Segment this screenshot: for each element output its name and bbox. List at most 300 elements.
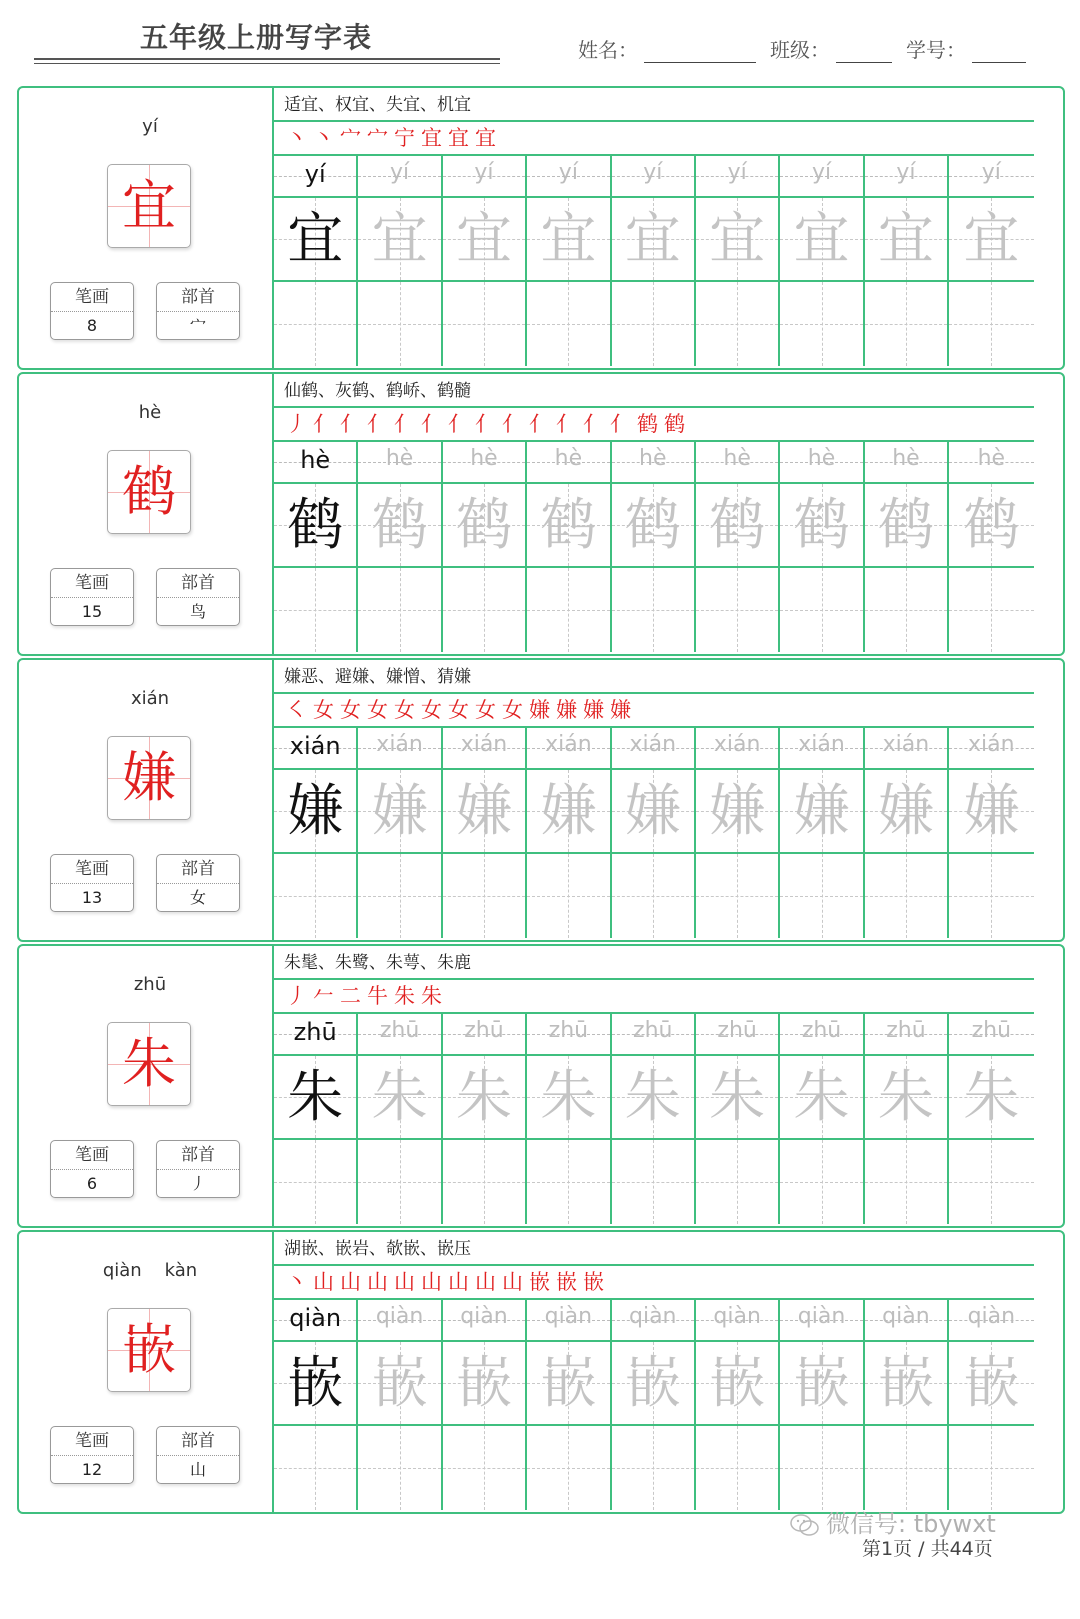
pinyin-trace: qiàn	[289, 1304, 342, 1332]
stroke-step	[664, 408, 685, 440]
blank-cell[interactable]	[780, 282, 864, 366]
stroke-step	[421, 408, 442, 440]
pinyin-row	[274, 728, 1034, 770]
pinyin-cell[interactable]	[865, 1014, 949, 1056]
pinyin-cell[interactable]	[696, 728, 780, 770]
stroke-glyph: 亻	[394, 412, 415, 436]
stroke-step	[340, 122, 361, 154]
blank-cell[interactable]	[358, 1140, 442, 1224]
pinyin-cell[interactable]	[696, 1300, 780, 1342]
pinyin-trace: yí	[390, 160, 410, 185]
hanzi-cell[interactable]	[949, 484, 1033, 568]
hanzi-cell[interactable]	[780, 1056, 864, 1140]
blank-cell[interactable]	[274, 282, 358, 366]
pinyin-trace: hè	[892, 446, 920, 471]
stroke-step	[421, 1266, 442, 1298]
watermark-text: 微信号: tbywxt	[826, 1510, 996, 1538]
pinyin-trace: qiàn	[375, 1304, 424, 1329]
stroke-count-value: 15	[81, 602, 103, 621]
pinyin-cell[interactable]	[443, 728, 527, 770]
pinyin-trace: hè	[300, 446, 331, 474]
hanzi-cell[interactable]	[274, 770, 358, 854]
hanzi-trace: 朱	[963, 1065, 1020, 1130]
blank-cell[interactable]	[696, 1140, 780, 1224]
title-underline-thin	[34, 63, 500, 64]
stroke-step	[529, 1266, 550, 1298]
pinyin-trace: xián	[629, 732, 677, 757]
hanzi-trace: 嫌	[877, 779, 934, 844]
pinyin-cell[interactable]	[358, 1014, 442, 1056]
stroke-step	[475, 694, 496, 726]
stroke-glyph: 宀	[367, 126, 388, 150]
stroke-step	[556, 408, 577, 440]
name-field[interactable]	[578, 34, 756, 63]
stroke-step	[340, 408, 361, 440]
character-info	[19, 88, 281, 368]
hanzi-trace: 嵌	[540, 1351, 597, 1416]
pinyin-cell[interactable]	[696, 1014, 780, 1056]
blank-cell[interactable]	[865, 568, 949, 652]
stroke-step	[421, 122, 442, 154]
stroke-step	[313, 1266, 334, 1298]
stroke-step	[556, 1266, 577, 1298]
hanzi-cell[interactable]	[358, 770, 442, 854]
student-number-field[interactable]	[906, 34, 1026, 63]
radical-label: 部首	[157, 1427, 239, 1456]
hanzi-cell[interactable]	[358, 198, 442, 282]
pinyin-trace: qiàn	[460, 1304, 508, 1329]
pinyin-trace: xián	[713, 732, 761, 757]
blank-cell[interactable]	[696, 854, 780, 938]
stroke-glyph: 亻	[475, 412, 496, 436]
stroke-glyph: 亻	[340, 412, 361, 436]
hanzi-trace: 嫌	[793, 779, 850, 844]
pinyin-trace: zhū	[293, 1018, 337, 1046]
blank-cell[interactable]	[865, 854, 949, 938]
blank-cell[interactable]	[527, 1140, 611, 1224]
stroke-step	[367, 408, 388, 440]
hanzi-cell[interactable]	[527, 1056, 611, 1140]
pinyin-cell[interactable]	[274, 1300, 358, 1342]
stroke-step	[394, 122, 415, 154]
blank-cell[interactable]	[949, 282, 1033, 366]
stroke-glyph: 山	[448, 1270, 469, 1294]
pinyin-cell[interactable]	[612, 1014, 696, 1056]
hanzi-trace: 朱	[709, 1065, 766, 1130]
blank-cell[interactable]	[443, 1426, 527, 1510]
blank-cell[interactable]	[527, 568, 611, 652]
pinyin-cell[interactable]	[527, 728, 611, 770]
hanzi-trace: 鹤	[963, 493, 1020, 558]
radical-label: 部首	[157, 855, 239, 884]
model-character: 嵌	[122, 1318, 176, 1381]
hanzi-cell[interactable]	[358, 484, 442, 568]
stroke-glyph: 亻	[556, 412, 577, 436]
hanzi-trace: 宜	[963, 207, 1020, 272]
hanzi-cell[interactable]	[780, 198, 864, 282]
stroke-step	[286, 694, 307, 726]
stroke-count-box	[50, 1140, 134, 1198]
blank-cell[interactable]	[612, 282, 696, 366]
hanzi-cell[interactable]	[358, 1342, 442, 1426]
hanzi-cell[interactable]	[274, 1056, 358, 1140]
practice-grid	[272, 660, 1034, 940]
blank-cell[interactable]	[780, 854, 864, 938]
blank-cell[interactable]	[780, 1426, 864, 1510]
stroke-glyph: 丶	[286, 126, 307, 150]
pinyin-cell[interactable]	[443, 442, 527, 484]
radical-box	[156, 1140, 240, 1198]
stroke-glyph: 鹤	[637, 412, 658, 436]
hanzi-cell[interactable]	[949, 198, 1033, 282]
stroke-step	[529, 694, 550, 726]
pinyin-cell[interactable]	[780, 442, 864, 484]
pinyin-trace: yí	[811, 160, 832, 185]
hanzi-trace: 宜	[287, 207, 344, 272]
character-card	[17, 658, 1065, 942]
blank-cell[interactable]	[612, 854, 696, 938]
hanzi-cell[interactable]	[527, 1342, 611, 1426]
hanzi-cell[interactable]	[865, 770, 949, 854]
pinyin-cell[interactable]	[612, 1300, 696, 1342]
hanzi-cell[interactable]	[527, 770, 611, 854]
hanzi-trace-row	[274, 770, 1034, 854]
hanzi-cell[interactable]	[780, 770, 864, 854]
hanzi-cell[interactable]	[443, 770, 527, 854]
character-info	[19, 946, 281, 1226]
blank-cell[interactable]	[358, 854, 442, 938]
pinyin-row	[274, 1014, 1034, 1056]
stroke-order-row	[274, 122, 1034, 156]
pinyin-cell[interactable]	[949, 1300, 1033, 1342]
stroke-step	[448, 408, 469, 440]
hanzi-trace: 嫌	[455, 779, 512, 844]
pinyin-cell[interactable]	[274, 442, 358, 484]
hanzi-trace: 嵌	[877, 1351, 934, 1416]
model-character: 嫌	[122, 746, 176, 809]
blank-cell[interactable]	[358, 568, 442, 652]
stroke-glyph: 嫌	[583, 698, 604, 722]
pinyin-cell[interactable]	[443, 156, 527, 198]
hanzi-trace-row	[274, 1342, 1034, 1426]
stroke-step	[583, 408, 604, 440]
hanzi-trace: 嫌	[371, 779, 428, 844]
stroke-step	[340, 1266, 361, 1298]
stroke-count-box	[50, 568, 134, 626]
pinyin-cell[interactable]	[612, 156, 696, 198]
hanzi-cell[interactable]	[612, 1342, 696, 1426]
pinyin-cell[interactable]	[780, 728, 864, 770]
pinyin-cell[interactable]	[443, 1300, 527, 1342]
stroke-glyph: 朱	[421, 984, 442, 1008]
practice-grid	[272, 374, 1034, 654]
hanzi-trace-row	[274, 1056, 1034, 1140]
pinyin-trace: yí	[981, 160, 1001, 185]
character-info	[19, 660, 281, 940]
stroke-glyph: 鹤	[664, 412, 685, 436]
radical-box	[156, 568, 240, 626]
pinyin-trace: qiàn	[882, 1304, 930, 1329]
hanzi-cell[interactable]	[696, 484, 780, 568]
pinyin-cell[interactable]	[865, 1300, 949, 1342]
pinyin-cell[interactable]	[274, 1014, 358, 1056]
stroke-step	[313, 122, 334, 154]
pinyin-trace: qiàn	[797, 1304, 846, 1329]
pinyin-cell[interactable]	[780, 1014, 864, 1056]
radical-label: 部首	[157, 1141, 239, 1170]
hanzi-cell[interactable]	[696, 1342, 780, 1426]
pinyin-cell[interactable]	[358, 156, 442, 198]
stroke-step	[367, 1266, 388, 1298]
pinyin-cell[interactable]	[780, 1300, 864, 1342]
blank-cell[interactable]	[274, 854, 358, 938]
stroke-glyph: 宀	[340, 126, 361, 150]
stroke-count-box	[50, 854, 134, 912]
pinyin-cell[interactable]	[527, 156, 611, 198]
blank-cell[interactable]	[358, 1426, 442, 1510]
pinyin-cell[interactable]	[443, 1014, 527, 1056]
stroke-glyph: 亻	[367, 412, 388, 436]
hanzi-cell[interactable]	[949, 770, 1033, 854]
hanzi-cell[interactable]	[612, 198, 696, 282]
hanzi-cell[interactable]	[865, 1056, 949, 1140]
pinyin-trace: yí	[474, 160, 494, 185]
hanzi-trace: 嫌	[540, 779, 597, 844]
stroke-glyph: 宁	[394, 126, 415, 150]
hanzi-trace: 嵌	[624, 1351, 681, 1416]
blank-cell[interactable]	[780, 568, 864, 652]
stroke-step	[637, 408, 658, 440]
pinyin-trace: yí	[558, 160, 578, 185]
hanzi-trace: 嵌	[287, 1351, 344, 1416]
stroke-glyph: 山	[502, 1270, 523, 1294]
blank-cell[interactable]	[696, 568, 780, 652]
blank-cell[interactable]	[865, 282, 949, 366]
example-words: 仙鹤、灰鹤、鹤峤、鹤髓	[274, 374, 1034, 408]
example-words: 适宜、权宜、失宜、机宜	[274, 88, 1034, 122]
pinyin-cell[interactable]	[527, 442, 611, 484]
example-words: 朱髦、朱鹭、朱萼、朱鹿	[274, 946, 1034, 980]
stroke-glyph: 嫌	[556, 698, 577, 722]
stroke-glyph: 亻	[529, 412, 550, 436]
blank-cell[interactable]	[612, 1140, 696, 1224]
blank-practice-row	[274, 282, 1034, 366]
hanzi-cell[interactable]	[274, 484, 358, 568]
hanzi-cell[interactable]	[443, 1056, 527, 1140]
stroke-count-label: 笔画	[51, 569, 133, 598]
hanzi-trace: 宜	[624, 207, 681, 272]
pinyin-cell[interactable]	[949, 728, 1033, 770]
hanzi-cell[interactable]	[443, 1342, 527, 1426]
hanzi-cell[interactable]	[780, 1342, 864, 1426]
radical-label: 部首	[157, 283, 239, 312]
hanzi-cell[interactable]	[612, 770, 696, 854]
pinyin-cell[interactable]	[358, 1300, 442, 1342]
pinyin-label: hè	[138, 402, 162, 423]
stroke-step	[367, 980, 388, 1012]
pinyin-cell[interactable]	[949, 156, 1033, 198]
blank-cell[interactable]	[949, 854, 1033, 938]
blank-cell[interactable]	[949, 1426, 1033, 1510]
blank-cell[interactable]	[358, 282, 442, 366]
hanzi-cell[interactable]	[780, 484, 864, 568]
stroke-step	[448, 122, 469, 154]
stroke-glyph: 亻	[502, 412, 523, 436]
hanzi-cell[interactable]	[527, 484, 611, 568]
pinyin-row	[274, 1300, 1034, 1342]
blank-cell[interactable]	[612, 1426, 696, 1510]
stroke-glyph: 嵌	[529, 1270, 550, 1294]
blank-cell[interactable]	[865, 1140, 949, 1224]
hanzi-trace: 鹤	[455, 493, 512, 558]
stroke-count-label: 笔画	[51, 1141, 133, 1170]
pinyin-cell[interactable]	[949, 442, 1033, 484]
stroke-count-label: 笔画	[51, 283, 133, 312]
stroke-step	[340, 980, 361, 1012]
hanzi-trace: 宜	[540, 207, 597, 272]
hanzi-trace: 嫌	[963, 779, 1020, 844]
hanzi-cell[interactable]	[443, 198, 527, 282]
hanzi-cell[interactable]	[443, 484, 527, 568]
blank-cell[interactable]	[274, 1140, 358, 1224]
hanzi-cell[interactable]	[612, 484, 696, 568]
pinyin-cell[interactable]	[865, 156, 949, 198]
radical-value: 山	[189, 1460, 206, 1479]
hanzi-cell[interactable]	[696, 198, 780, 282]
pinyin-trace: hè	[554, 446, 583, 471]
hanzi-cell[interactable]	[274, 1342, 358, 1426]
name-blank[interactable]	[644, 40, 756, 63]
pinyin-trace: xián	[798, 732, 845, 757]
practice-grid	[272, 946, 1034, 1226]
class-blank[interactable]	[836, 40, 892, 63]
pinyin-cell[interactable]	[696, 156, 780, 198]
pinyin-cell[interactable]	[358, 442, 442, 484]
blank-cell[interactable]	[780, 1140, 864, 1224]
hanzi-cell[interactable]	[274, 198, 358, 282]
hanzi-cell[interactable]	[865, 484, 949, 568]
stroke-step	[448, 694, 469, 726]
blank-cell[interactable]	[274, 568, 358, 652]
blank-cell[interactable]	[274, 1426, 358, 1510]
pinyin-label: yí	[142, 116, 158, 137]
blank-cell[interactable]	[696, 1426, 780, 1510]
stroke-step	[502, 408, 523, 440]
stroke-step	[583, 694, 604, 726]
hanzi-cell[interactable]	[696, 770, 780, 854]
blank-cell[interactable]	[527, 1426, 611, 1510]
pinyin-cell[interactable]	[865, 442, 949, 484]
blank-cell[interactable]	[949, 1140, 1033, 1224]
pinyin-cell[interactable]	[696, 442, 780, 484]
stroke-glyph: 朱	[394, 984, 415, 1008]
pinyin-cell[interactable]	[865, 728, 949, 770]
practice-grid	[272, 88, 1034, 368]
pinyin-trace: qiàn	[713, 1304, 761, 1329]
stroke-step	[313, 980, 334, 1012]
worksheet-title: 五年级上册写字表	[140, 21, 373, 54]
pinyin-cell[interactable]	[612, 442, 696, 484]
hanzi-cell[interactable]	[696, 1056, 780, 1140]
radical-value: 丿	[189, 1174, 206, 1193]
pinyin-cell[interactable]	[527, 1014, 611, 1056]
stroke-glyph: 山	[475, 1270, 496, 1294]
stroke-glyph: 𠂉	[313, 984, 334, 1008]
pinyin-cell[interactable]	[780, 156, 864, 198]
hanzi-trace: 嵌	[455, 1351, 512, 1416]
hanzi-trace: 嵌	[793, 1351, 850, 1416]
pinyin-row	[274, 442, 1034, 484]
blank-cell[interactable]	[527, 282, 611, 366]
character-info	[19, 1232, 281, 1512]
character-card	[17, 1230, 1065, 1514]
blank-cell[interactable]	[865, 1426, 949, 1510]
pinyin-cell[interactable]	[612, 728, 696, 770]
pinyin-cell[interactable]	[358, 728, 442, 770]
blank-cell[interactable]	[443, 568, 527, 652]
stroke-count-value: 8	[86, 316, 98, 335]
pinyin-cell[interactable]	[527, 1300, 611, 1342]
example-words: 嫌恶、避嫌、嫌憎、猜嫌	[274, 660, 1034, 694]
hanzi-cell[interactable]	[358, 1056, 442, 1140]
hanzi-cell[interactable]	[865, 198, 949, 282]
hanzi-trace: 朱	[371, 1065, 428, 1130]
stroke-glyph: 山	[313, 1270, 334, 1294]
class-field[interactable]	[770, 34, 892, 63]
hanzi-trace: 鹤	[709, 493, 766, 558]
radical-value: 宀	[189, 316, 206, 335]
hanzi-cell[interactable]	[527, 198, 611, 282]
blank-cell[interactable]	[612, 568, 696, 652]
number-blank[interactable]	[972, 40, 1026, 63]
stroke-glyph: 嵌	[583, 1270, 604, 1294]
hanzi-trace: 宜	[455, 207, 512, 272]
stroke-glyph: 丶	[286, 1270, 307, 1294]
blank-cell[interactable]	[949, 568, 1033, 652]
pinyin-trace: hè	[470, 446, 498, 471]
hanzi-cell[interactable]	[612, 1056, 696, 1140]
pinyin-cell[interactable]	[274, 156, 358, 198]
hanzi-trace-row	[274, 484, 1034, 568]
stroke-glyph: 女	[502, 698, 523, 722]
radical-box	[156, 282, 240, 340]
stroke-order-row	[274, 1266, 1034, 1300]
stroke-step	[610, 694, 631, 726]
blank-cell[interactable]	[443, 854, 527, 938]
stroke-step	[394, 1266, 415, 1298]
stroke-step	[286, 1266, 307, 1298]
blank-cell[interactable]	[443, 282, 527, 366]
stroke-step	[610, 408, 631, 440]
example-words: 湖嵌、嵌岩、欹嵌、嵌压	[274, 1232, 1034, 1266]
stroke-glyph: 亻	[313, 412, 334, 436]
stroke-step	[340, 694, 361, 726]
hanzi-trace: 鹤	[877, 493, 934, 558]
blank-cell[interactable]	[696, 282, 780, 366]
radical-label: 部首	[157, 569, 239, 598]
stroke-step	[286, 122, 307, 154]
pinyin-trace: xián	[460, 732, 508, 757]
blank-cell[interactable]	[443, 1140, 527, 1224]
pinyin-cell[interactable]	[274, 728, 358, 770]
hanzi-cell[interactable]	[949, 1056, 1033, 1140]
hanzi-trace: 鹤	[371, 493, 428, 558]
hanzi-trace-row	[274, 198, 1034, 282]
pinyin-cell[interactable]	[949, 1014, 1033, 1056]
hanzi-cell[interactable]	[865, 1342, 949, 1426]
blank-cell[interactable]	[527, 854, 611, 938]
hanzi-cell[interactable]	[949, 1342, 1033, 1426]
